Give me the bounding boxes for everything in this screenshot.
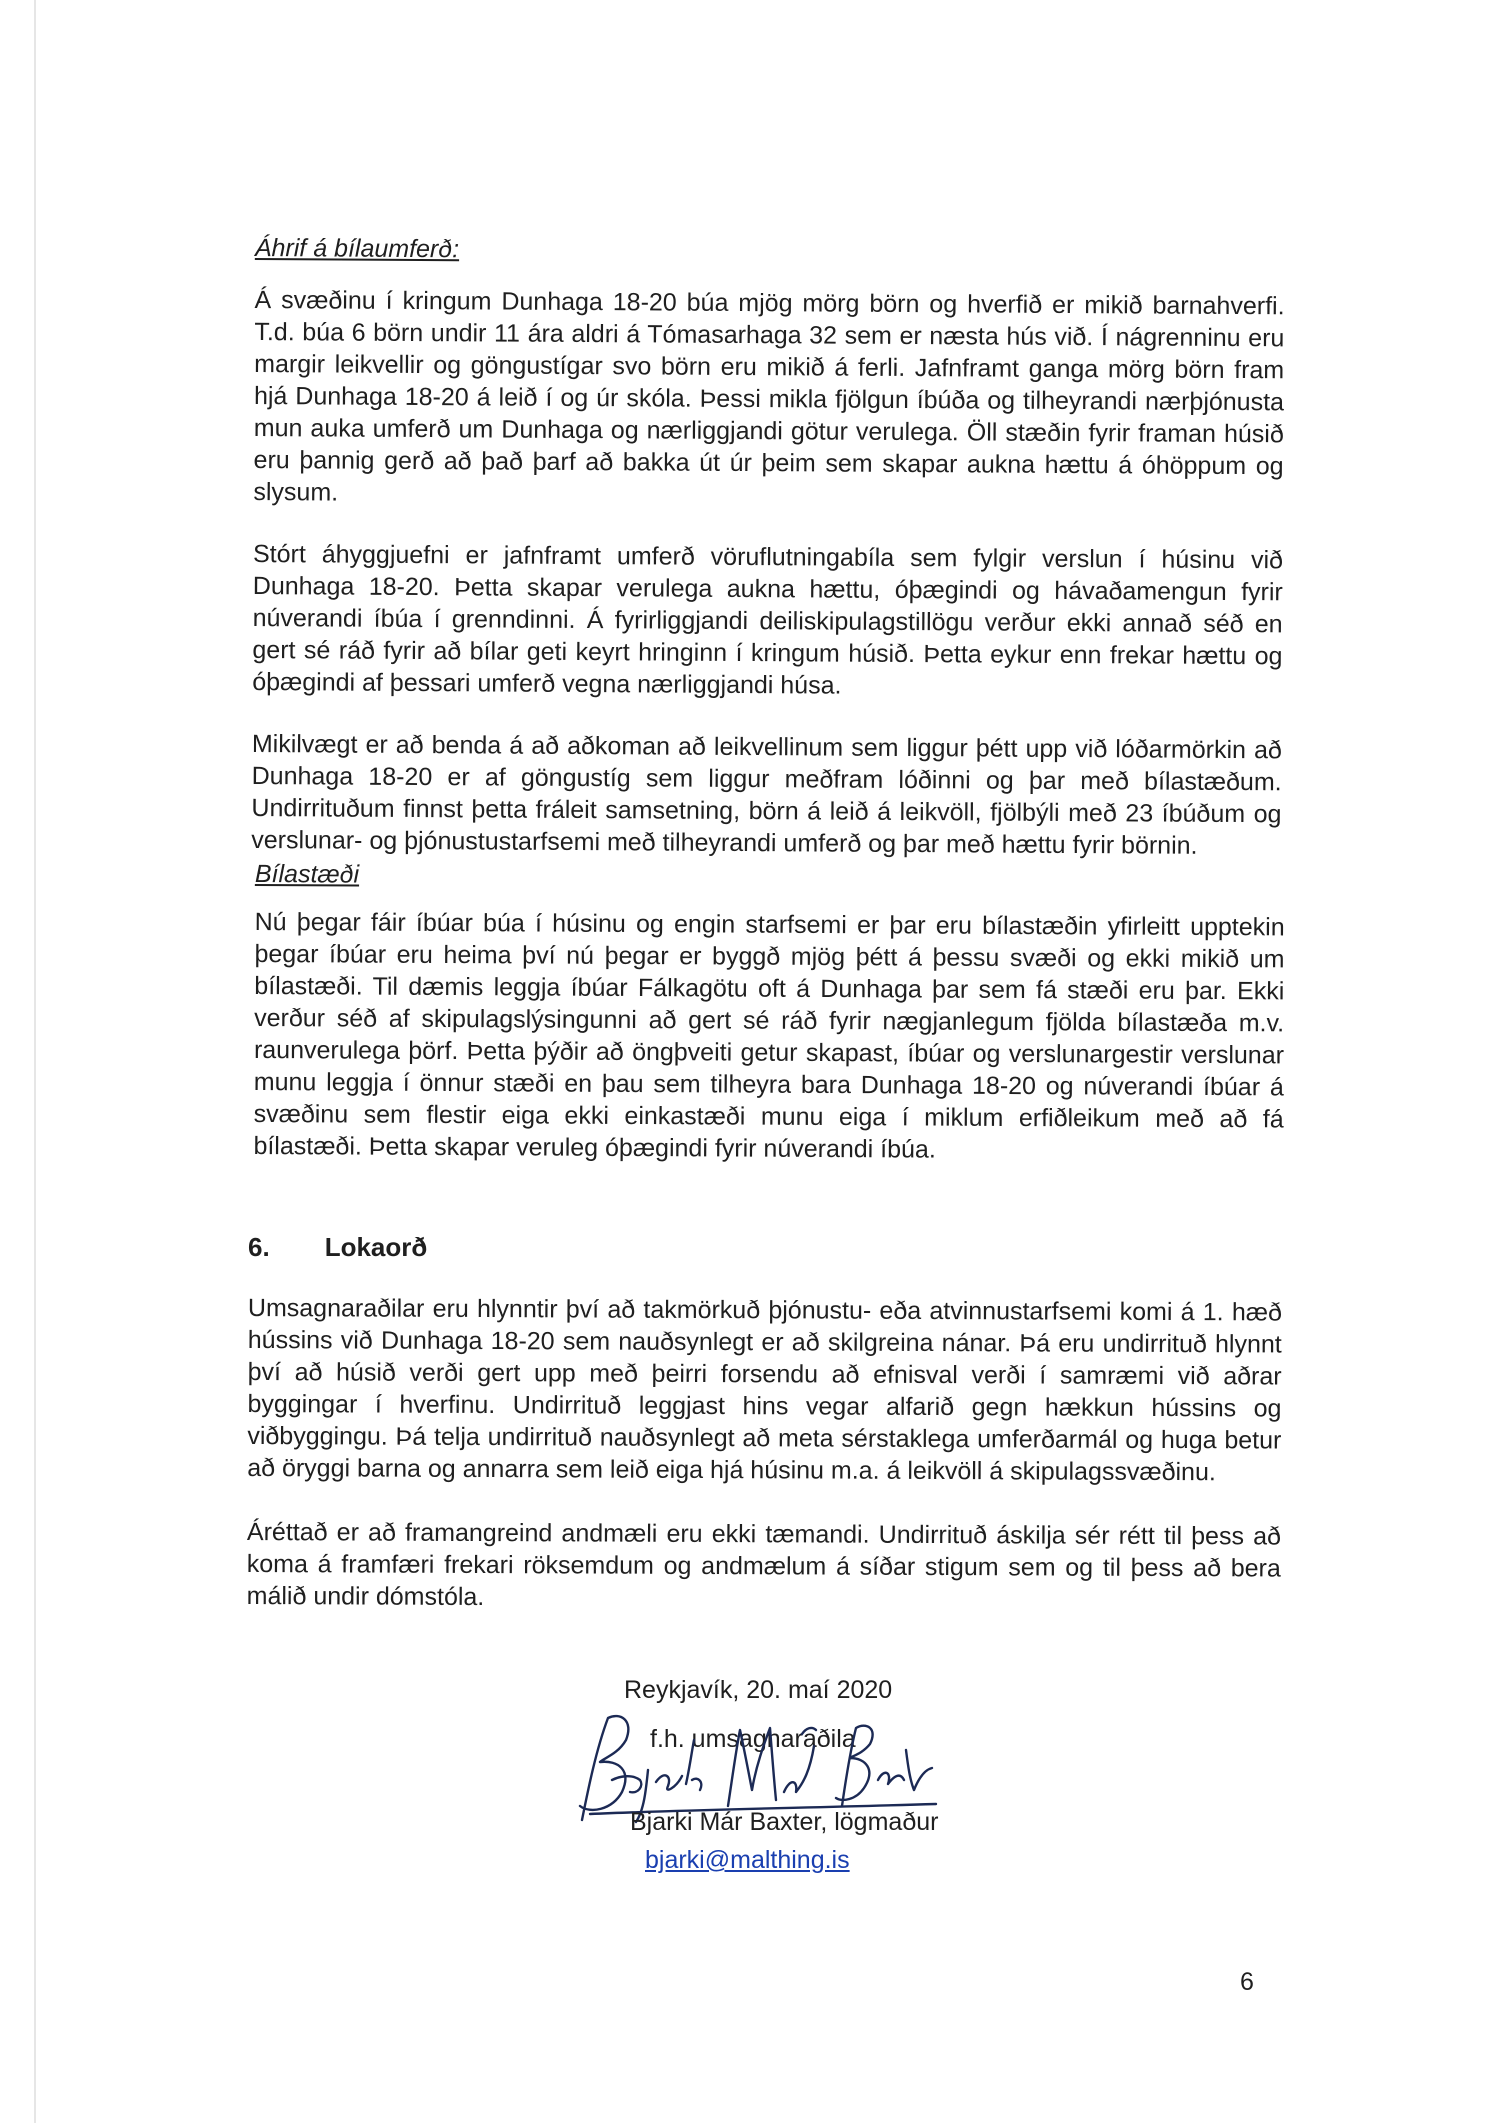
signer-name-title: Bjarki Már Baxter, lögmaður bbox=[630, 1808, 939, 1836]
traffic-paragraph-2: Stórt áhyggjuefni er jafnframt umferð vöruflutningabíla sem fylgir verslun í húsinu við Dunhaga 18-20. Þetta skapar verulega aukna hættu, óþægindi og hávaðamengun fyrir núverandi íbúa í grenndinni. Á fyrirliggjandi deiliskipulagstillögu verður ekki annað séð en gert sé ráð fyrir að bílar geti keyrt hringinn í kringum húsið. Þetta eykur enn frekar hættu og óþægindi af þessari umferð vegna nærliggjandi húsa. bbox=[252, 539, 1284, 700]
traffic-heading: Áhrif á bílaumferð: bbox=[254, 233, 460, 264]
scan-edge-line bbox=[34, 0, 36, 2123]
traffic-section bbox=[251, 232, 1285, 862]
traffic-paragraph-3: Mikilvægt er að benda á að aðkoman að leikvellinum sem liggur þétt upp við lóðarmörkin að Dunhaga 18-20 er af göngustíg sem liggur meðfram lóðinni og þar með bílastæðum. Undirrituðum finnst þetta fráleit samsetning, börn á leið á leikvöll, fjölbýli með 23 íbúðum og verslunar- og þjónustustarfsemi með tilheyrandi umferð og þar með hættu fyrir börnin. bbox=[251, 729, 1282, 860]
signer-email-link[interactable]: bjarki@malthing.is bbox=[645, 1846, 850, 1874]
conclusion-paragraph-2: Áréttað er að framangreind andmæli eru ekki tæmandi. Undirrituð áskilja sér rétt til þess að koma á framfæri frekari röksemdum og andmælum á síðar stigum sem og til þess að bera málið undir dómstóla. bbox=[246, 1517, 1282, 1612]
parking-section bbox=[253, 858, 1285, 1167]
parking-heading: Bílastæði bbox=[254, 860, 360, 889]
on-behalf-line: f.h. umsagnaraðila bbox=[650, 1725, 856, 1753]
conclusion-paragraph-1: Umsagnaraðilar eru hlynntir því að takmörkuð þjónustu- eða atvinnustarfsemi komi á 1. hæð hússins við Dunhaga 18-20 sem nauðsynlegt er að skilgreina nánar. Þá eru undirrituð hlynnt því að húsið verði gert upp með þeirri forsendu að efnisval verði í samræmi við aðrar byggingar í hverfinu. Undirrituð leggjast hins vegar alfarið gegn hækkun hússins og viðbyggingu. Þá telja undirrituð nauðsynlegt að meta sérstaklega umferðarmál og huga betur að öryggi barna og annarra sem leið eiga hjá húsinu m.a. á leikvöll á skipulagssvæðinu. bbox=[247, 1294, 1282, 1487]
conclusion-section bbox=[247, 1292, 1282, 1617]
page-number: 6 bbox=[1240, 1968, 1254, 1996]
place-date: Reykjavík, 20. maí 2020 bbox=[624, 1676, 893, 1704]
section-title: Lokaorð bbox=[324, 1232, 428, 1262]
traffic-paragraph-1: Á svæðinu í kringum Dunhaga 18-20 búa mjög mörg börn og hverfið er mikið barnahverfi. T.d. búa 6 börn undir 11 ára aldri á Tómasarhaga 32 sem er næsta hús við. Í nágrenninu eru margir leikvellir og göngustígar svo börn eru mikið á ferli. Jafnframt ganga mörg börn fram hjá Dunhaga 18-20 á leið í og úr skóla. Þessi mikla fjölgun íbúða og tilheyrandi nærþjónusta mun auka umferð um Dunhaga og nærliggjandi götur verulega. Öll stæðin fyrir framan húsið eru þannig gerð að það þarf að bakka út úr þeim sem skapar aukna hættu á óhöppum og slysum. bbox=[253, 285, 1285, 507]
conclusion-heading bbox=[248, 1232, 427, 1263]
parking-paragraph-1: Nú þegar fáir íbúar búa í húsinu og engin starfsemi er þar eru bílastæðin yfirleitt upptekin þegar íbúar eru heima því nú þegar er byggð mjög þétt á þessu svæði og ekki mikið um bílastæði. Til dæmis leggja íbúar Fálkagötu oft á Dunhaga þar sem fá stæði eru þar. Ekki verður séð af skipulagslýsingunni að gert sé ráð fyrir nægjanlegum fjölda bílastæða m.v. raunverulega þörf. Þetta þýðir að öngþveiti getur skapast, íbúar og verslunargestir verslunar munu leggja í önnur stæði en þau sem tilheyra bara Dunhaga 18-20 og núverandi íbúar á svæðinu sem flestir eiga ekki einkastæði munu eiga í miklum erfiðleikum með að fá bílastæði. Þetta skapar veruleg óþægindi fyrir núverandi íbúa. bbox=[253, 907, 1285, 1164]
section-number: 6. bbox=[248, 1232, 270, 1262]
